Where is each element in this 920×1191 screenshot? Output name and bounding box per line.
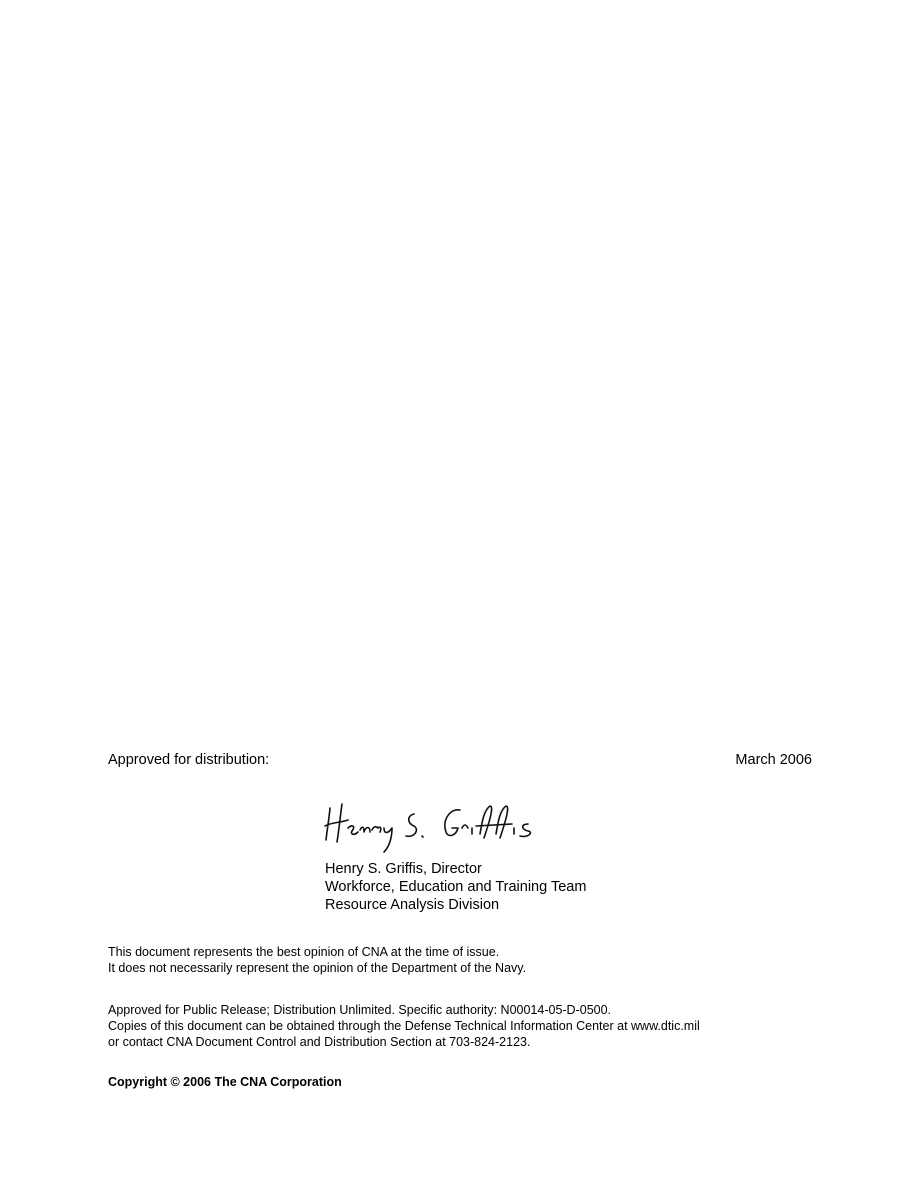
signer-block [325,860,586,914]
release-line: or contact CNA Document Control and Distribution Section at 703-824-2123. [108,1035,531,1049]
handwritten-signature-icon [322,798,542,854]
approval-date: March 2006 [735,752,812,768]
signer-division: Resource Analysis Division [325,897,500,913]
signer-team: Workforce, Education and Training Team [325,879,587,895]
release-line: Copies of this document can be obtained through the Defense Technical Information Center at www.dtic.mil [108,1019,700,1033]
release-statement [108,1002,700,1050]
signature-drawing [322,798,542,854]
copyright-notice: Copyright © 2006 The CNA Corporation [108,1075,342,1089]
release-line: Approved for Public Release; Distribution Unlimited. Specific authority: N00014-05-D-0500. [108,1003,612,1017]
signer-name-title: Henry S. Griffis, Director [325,861,482,877]
approval-label: Approved for distribution: [108,752,270,768]
disclaimer-line: It does not necessarily represent the opinion of the Department of the Navy. [108,961,527,975]
disclaimer [108,944,526,976]
disclaimer-line: This document represents the best opinion of CNA at the time of issue. [108,945,500,959]
approval-row [108,752,812,769]
